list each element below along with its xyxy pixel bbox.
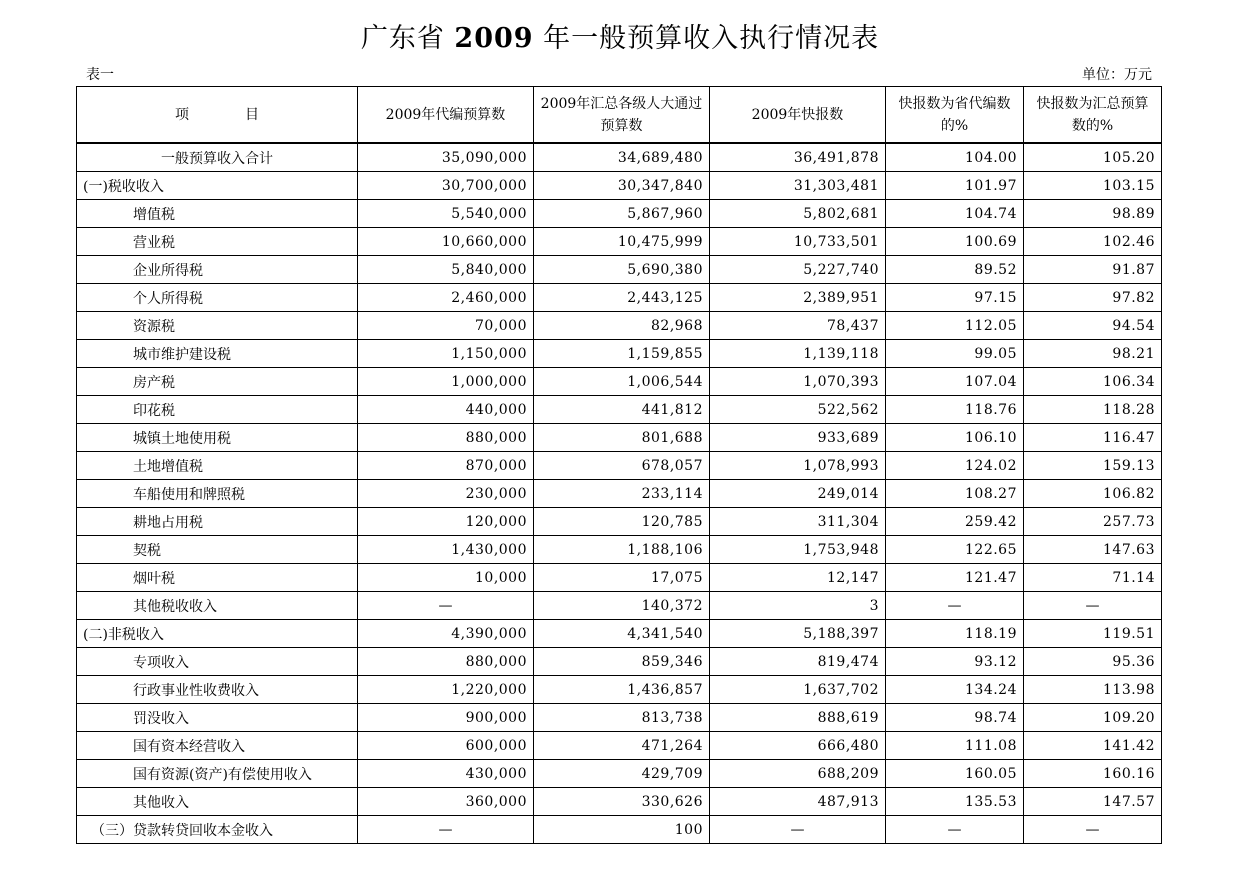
- table-row: [77, 564, 1162, 592]
- cell-pct-aggregated: 257.73: [1024, 508, 1162, 536]
- cell-flash-report: 2,389,951: [710, 284, 886, 312]
- cell-aggregated-budget: 1,436,857: [534, 676, 710, 704]
- cell-provincial-budget: 10,660,000: [358, 228, 534, 256]
- cell-flash-report: 31,303,481: [710, 172, 886, 200]
- cell-pct-provincial: 160.05: [886, 760, 1024, 788]
- table-row: [77, 340, 1162, 368]
- table-row: [77, 732, 1162, 760]
- cell-pct-aggregated: 106.34: [1024, 368, 1162, 396]
- cell-pct-provincial: 135.53: [886, 788, 1024, 816]
- cell-pct-aggregated: 160.16: [1024, 760, 1162, 788]
- header-item: 项 目: [77, 87, 358, 144]
- cell-aggregated-budget: 34,689,480: [534, 143, 710, 172]
- cell-flash-report: 1,070,393: [710, 368, 886, 396]
- cell-pct-aggregated: 109.20: [1024, 704, 1162, 732]
- header-row: [77, 87, 1162, 144]
- cell-pct-aggregated: 147.57: [1024, 788, 1162, 816]
- cell-provincial-budget: 230,000: [358, 480, 534, 508]
- cell-flash-report: 688,209: [710, 760, 886, 788]
- cell-pct-provincial: 111.08: [886, 732, 1024, 760]
- cell-provincial-budget: 2,460,000: [358, 284, 534, 312]
- row-label: 其他税收收入: [77, 592, 358, 620]
- cell-pct-aggregated: 113.98: [1024, 676, 1162, 704]
- cell-pct-provincial: 112.05: [886, 312, 1024, 340]
- cell-pct-aggregated: 159.13: [1024, 452, 1162, 480]
- cell-flash-report: 522,562: [710, 396, 886, 424]
- cell-aggregated-budget: 17,075: [534, 564, 710, 592]
- cell-pct-aggregated: —: [1024, 816, 1162, 844]
- cell-pct-provincial: 122.65: [886, 536, 1024, 564]
- table-row: [77, 284, 1162, 312]
- cell-pct-aggregated: 97.82: [1024, 284, 1162, 312]
- cell-pct-provincial: 98.74: [886, 704, 1024, 732]
- cell-pct-aggregated: 106.82: [1024, 480, 1162, 508]
- cell-provincial-budget: 10,000: [358, 564, 534, 592]
- cell-provincial-budget: 360,000: [358, 788, 534, 816]
- cell-provincial-budget: 5,840,000: [358, 256, 534, 284]
- cell-pct-provincial: —: [886, 816, 1024, 844]
- cell-aggregated-budget: 140,372: [534, 592, 710, 620]
- row-label: 专项收入: [77, 648, 358, 676]
- cell-aggregated-budget: 1,006,544: [534, 368, 710, 396]
- cell-pct-provincial: 107.04: [886, 368, 1024, 396]
- cell-provincial-budget: 35,090,000: [358, 143, 534, 172]
- cell-pct-aggregated: 119.51: [1024, 620, 1162, 648]
- cell-pct-aggregated: 98.89: [1024, 200, 1162, 228]
- cell-flash-report: 888,619: [710, 704, 886, 732]
- cell-aggregated-budget: 801,688: [534, 424, 710, 452]
- row-label: 国有资本经营收入: [77, 732, 358, 760]
- title-suffix: 年一般预算收入执行情况表: [543, 23, 880, 54]
- cell-pct-aggregated: —: [1024, 592, 1162, 620]
- table-row: [77, 452, 1162, 480]
- table-row: [77, 676, 1162, 704]
- cell-flash-report: 311,304: [710, 508, 886, 536]
- cell-pct-provincial: 124.02: [886, 452, 1024, 480]
- cell-aggregated-budget: 859,346: [534, 648, 710, 676]
- cell-pct-aggregated: 105.20: [1024, 143, 1162, 172]
- cell-pct-provincial: 89.52: [886, 256, 1024, 284]
- cell-pct-provincial: 118.76: [886, 396, 1024, 424]
- header-flash-report: 2009年快报数: [710, 87, 886, 144]
- row-label: 城市维护建设税: [77, 340, 358, 368]
- cell-flash-report: 666,480: [710, 732, 886, 760]
- title-prefix: 广东省: [360, 23, 445, 54]
- row-label: (一)税收收入: [77, 172, 358, 200]
- page-title: [0, 16, 1240, 55]
- cell-provincial-budget: 70,000: [358, 312, 534, 340]
- table-number: 表一: [86, 67, 114, 83]
- table-row: [77, 143, 1162, 172]
- cell-aggregated-budget: 5,690,380: [534, 256, 710, 284]
- cell-flash-report: 3: [710, 592, 886, 620]
- budget-table: [76, 86, 1162, 844]
- row-label: 行政事业性收费收入: [77, 676, 358, 704]
- cell-pct-aggregated: 141.42: [1024, 732, 1162, 760]
- cell-provincial-budget: 120,000: [358, 508, 534, 536]
- cell-flash-report: 1,637,702: [710, 676, 886, 704]
- table-row: [77, 592, 1162, 620]
- cell-pct-provincial: 118.19: [886, 620, 1024, 648]
- cell-flash-report: 78,437: [710, 312, 886, 340]
- cell-pct-provincial: 104.00: [886, 143, 1024, 172]
- cell-pct-provincial: 97.15: [886, 284, 1024, 312]
- cell-pct-provincial: 108.27: [886, 480, 1024, 508]
- cell-provincial-budget: 600,000: [358, 732, 534, 760]
- table-row: [77, 536, 1162, 564]
- cell-pct-provincial: 106.10: [886, 424, 1024, 452]
- cell-pct-provincial: 99.05: [886, 340, 1024, 368]
- table-row: [77, 312, 1162, 340]
- unit-label: 单位：万元: [1082, 67, 1152, 83]
- table-row: [77, 396, 1162, 424]
- row-label: (二)非税收入: [77, 620, 358, 648]
- cell-aggregated-budget: 1,159,855: [534, 340, 710, 368]
- cell-pct-provincial: 100.69: [886, 228, 1024, 256]
- table-row: [77, 228, 1162, 256]
- table-row: [77, 704, 1162, 732]
- cell-flash-report: 819,474: [710, 648, 886, 676]
- row-label: （三）贷款转贷回收本金收入: [77, 816, 358, 844]
- table-row: [77, 760, 1162, 788]
- cell-flash-report: 1,078,993: [710, 452, 886, 480]
- row-label: 罚没收入: [77, 704, 358, 732]
- table-row: [77, 816, 1162, 844]
- cell-provincial-budget: 900,000: [358, 704, 534, 732]
- cell-pct-aggregated: 98.21: [1024, 340, 1162, 368]
- cell-provincial-budget: 4,390,000: [358, 620, 534, 648]
- title-year: 2009: [454, 23, 534, 54]
- cell-aggregated-budget: 471,264: [534, 732, 710, 760]
- table-row: [77, 648, 1162, 676]
- row-label: 房产税: [77, 368, 358, 396]
- table-row: [77, 256, 1162, 284]
- cell-pct-aggregated: 91.87: [1024, 256, 1162, 284]
- row-label: 印花税: [77, 396, 358, 424]
- cell-pct-provincial: 93.12: [886, 648, 1024, 676]
- row-label: 国有资源(资产)有偿使用收入: [77, 760, 358, 788]
- cell-provincial-budget: —: [358, 592, 534, 620]
- cell-aggregated-budget: 429,709: [534, 760, 710, 788]
- row-label: 资源税: [77, 312, 358, 340]
- cell-aggregated-budget: 10,475,999: [534, 228, 710, 256]
- cell-pct-provincial: 104.74: [886, 200, 1024, 228]
- cell-pct-provincial: 134.24: [886, 676, 1024, 704]
- cell-aggregated-budget: 813,738: [534, 704, 710, 732]
- cell-pct-provincial: —: [886, 592, 1024, 620]
- row-label: 土地增值税: [77, 452, 358, 480]
- cell-provincial-budget: 5,540,000: [358, 200, 534, 228]
- cell-aggregated-budget: 4,341,540: [534, 620, 710, 648]
- cell-aggregated-budget: 678,057: [534, 452, 710, 480]
- row-label: 增值税: [77, 200, 358, 228]
- cell-flash-report: 5,227,740: [710, 256, 886, 284]
- cell-aggregated-budget: 1,188,106: [534, 536, 710, 564]
- table-row: [77, 508, 1162, 536]
- table-row: [77, 172, 1162, 200]
- cell-provincial-budget: 30,700,000: [358, 172, 534, 200]
- cell-provincial-budget: —: [358, 816, 534, 844]
- cell-pct-provincial: 121.47: [886, 564, 1024, 592]
- cell-aggregated-budget: 30,347,840: [534, 172, 710, 200]
- table-row: [77, 788, 1162, 816]
- table-row: [77, 620, 1162, 648]
- cell-flash-report: 933,689: [710, 424, 886, 452]
- row-label: 烟叶税: [77, 564, 358, 592]
- cell-aggregated-budget: 5,867,960: [534, 200, 710, 228]
- row-label: 契税: [77, 536, 358, 564]
- cell-pct-provincial: 101.97: [886, 172, 1024, 200]
- cell-aggregated-budget: 82,968: [534, 312, 710, 340]
- cell-provincial-budget: 1,000,000: [358, 368, 534, 396]
- cell-aggregated-budget: 233,114: [534, 480, 710, 508]
- cell-provincial-budget: 1,430,000: [358, 536, 534, 564]
- row-label: 车船使用和牌照税: [77, 480, 358, 508]
- row-label: 一般预算收入合计: [77, 143, 358, 172]
- cell-aggregated-budget: 330,626: [534, 788, 710, 816]
- cell-pct-aggregated: 94.54: [1024, 312, 1162, 340]
- cell-pct-aggregated: 103.15: [1024, 172, 1162, 200]
- header-aggregated-budget: 2009年汇总各级人大通过预算数: [534, 87, 710, 144]
- row-label: 营业税: [77, 228, 358, 256]
- row-label: 个人所得税: [77, 284, 358, 312]
- cell-flash-report: 36,491,878: [710, 143, 886, 172]
- cell-pct-aggregated: 95.36: [1024, 648, 1162, 676]
- cell-provincial-budget: 430,000: [358, 760, 534, 788]
- cell-flash-report: 5,802,681: [710, 200, 886, 228]
- cell-flash-report: 12,147: [710, 564, 886, 592]
- cell-aggregated-budget: 441,812: [534, 396, 710, 424]
- cell-aggregated-budget: 120,785: [534, 508, 710, 536]
- cell-pct-aggregated: 147.63: [1024, 536, 1162, 564]
- cell-flash-report: 10,733,501: [710, 228, 886, 256]
- cell-flash-report: —: [710, 816, 886, 844]
- cell-pct-aggregated: 102.46: [1024, 228, 1162, 256]
- cell-flash-report: 249,014: [710, 480, 886, 508]
- cell-provincial-budget: 880,000: [358, 648, 534, 676]
- cell-flash-report: 5,188,397: [710, 620, 886, 648]
- table-body: [77, 143, 1162, 844]
- cell-provincial-budget: 440,000: [358, 396, 534, 424]
- table-row: [77, 200, 1162, 228]
- header-pct-aggregated: 快报数为汇总预算数的%: [1024, 87, 1162, 144]
- cell-provincial-budget: 1,220,000: [358, 676, 534, 704]
- table-row: [77, 424, 1162, 452]
- cell-pct-provincial: 259.42: [886, 508, 1024, 536]
- row-label: 其他收入: [77, 788, 358, 816]
- cell-flash-report: 1,139,118: [710, 340, 886, 368]
- cell-provincial-budget: 870,000: [358, 452, 534, 480]
- cell-aggregated-budget: 100: [534, 816, 710, 844]
- table-row: [77, 480, 1162, 508]
- cell-pct-aggregated: 116.47: [1024, 424, 1162, 452]
- table-row: [77, 368, 1162, 396]
- cell-aggregated-budget: 2,443,125: [534, 284, 710, 312]
- cell-provincial-budget: 880,000: [358, 424, 534, 452]
- cell-pct-aggregated: 71.14: [1024, 564, 1162, 592]
- cell-flash-report: 487,913: [710, 788, 886, 816]
- row-label: 城镇土地使用税: [77, 424, 358, 452]
- header-pct-provincial: 快报数为省代编数的%: [886, 87, 1024, 144]
- cell-provincial-budget: 1,150,000: [358, 340, 534, 368]
- row-label: 耕地占用税: [77, 508, 358, 536]
- header-provincial-budget: 2009年代编预算数: [358, 87, 534, 144]
- row-label: 企业所得税: [77, 256, 358, 284]
- cell-pct-aggregated: 118.28: [1024, 396, 1162, 424]
- cell-flash-report: 1,753,948: [710, 536, 886, 564]
